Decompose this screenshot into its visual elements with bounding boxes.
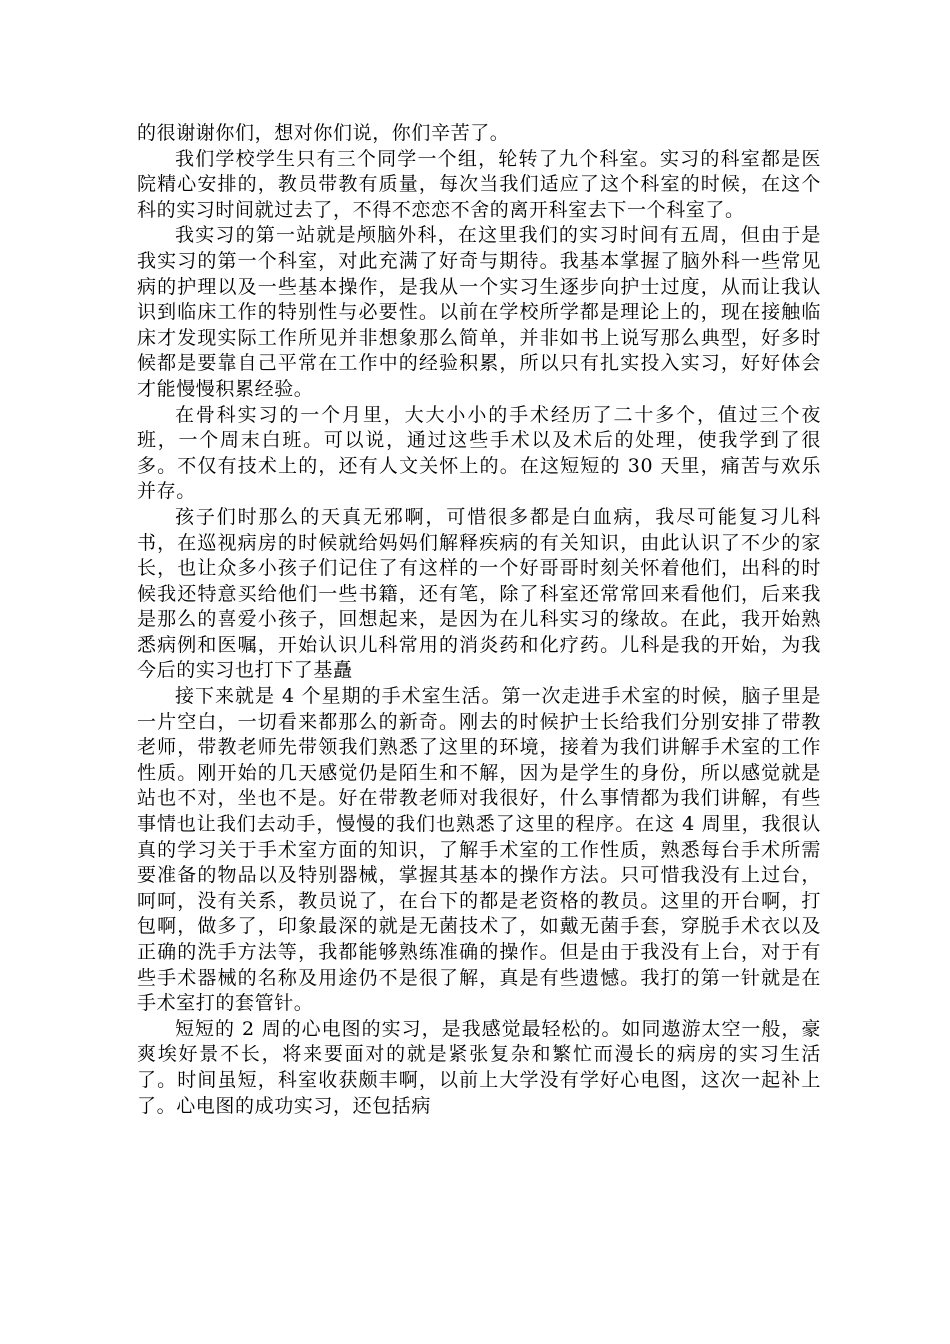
paragraph: 短短的 2 周的心电图的实习，是我感觉最轻松的。如同遨游太空一般，豪爽埃好景不长，将来要面对的就是紧张复杂和繁忙而漫长的病房的实习生活了。时间虽短，科室收获颇丰啊，以前上大学没有学好心电图，这次一起补上了。心电图的成功实习，还包括病	[137, 1017, 821, 1117]
paragraph: 孩子们时那么的天真无邪啊，可惜很多都是白血病，我尽可能复习儿科书，在巡视病房的时候就给妈妈们解释疾病的有关知识，由此认识了不少的家长，也让众多小孩子们记住了有这样的一个好哥哥时刻关怀着他们，出科的时候我还特意买给他们一些书籍，还有笔，除了科室还常常回来看他们，后来我是那么的喜爱小孩子，回想起来，是因为在儿科实习的缘故。在此，我开始熟悉病例和医嘱，开始认识儿科常用的消炎药和化疗药。儿科是我的开始，为我今后的实习也打下了基矗	[137, 505, 821, 682]
paragraph: 我们学校学生只有三个同学一个组，轮转了九个科室。实习的科室都是医院精心安排的，教员带教有质量，每次当我们适应了这个科室的时候，在这个科的实习时间就过去了，不得不恋恋不舍的离开科室去下一个科室了。	[137, 147, 821, 221]
paragraph: 的很谢谢你们，想对你们说，你们辛苦了。	[137, 122, 510, 144]
paragraph: 我实习的第一站就是颅脑外科，在这里我们的实习时间有五周，但由于是我实习的第一个科室，对此充满了好奇与期待。我基本掌握了脑外科一些常见病的护理以及一些基本操作，是我从一个实习生逐步向护士过度，从而让我认识到临床工作的特别性与必要性。以前在学校所学都是理论上的，现在接触临床才发现实际工作所见并非想象那么简单，并非如书上说写那么典型，好多时候都是要靠自己平常在工作中的经验积累，所以只有扎实投入实习，好好体会才能慢慢积累经验。	[137, 224, 821, 400]
paragraph: 在骨科实习的一个月里，大大小小的手术经历了二十多个，值过三个夜班，一个周末白班。可以说，通过这些手术以及术后的处理，使我学到了很多。不仅有技术上的，还有人文关怀上的。在这短短的 30 天里，痛苦与欢乐并存。	[137, 403, 821, 503]
paragraph: 接下来就是 4 个星期的手术室生活。第一次走进手术室的时候，脑子里是一片空白，一切看来都那么的新奇。刚去的时候护士长给我们分别安排了带教老师，带教老师先带领我们熟悉了这里的环境，接着为我们讲解手术室的工作性质。刚开始的几天感觉仍是陌生和不解，因为是学生的身份，所以感觉就是站也不对，坐也不是。好在带教老师对我很好，什么事情都为我们讲解，有些事情也让我们去动手，慢慢的我们也熟悉了这里的程序。在这 4 周里，我很认真的学习关于手术室方面的知识，了解手术室的工作性质，熟悉每台手术所需要准备的物品以及特别器械，掌握其基本的操作方法。只可惜我没有上过台，呵呵，没有关系，教员说了，在台下的都是老资格的教员。这里的开台啊，打包啊，做多了，印象最深的就是无菌技术了，如戴无菌手套，穿脱手术衣以及正确的洗手方法等，我都能够熟练准确的操作。但是由于我没有上台，对于有些手术器械的名称及用途仍不是很了解，真是有些遗憾。我打的第一针就是在手术室打的套管针。	[137, 685, 821, 1015]
document-body	[137, 121, 821, 1119]
